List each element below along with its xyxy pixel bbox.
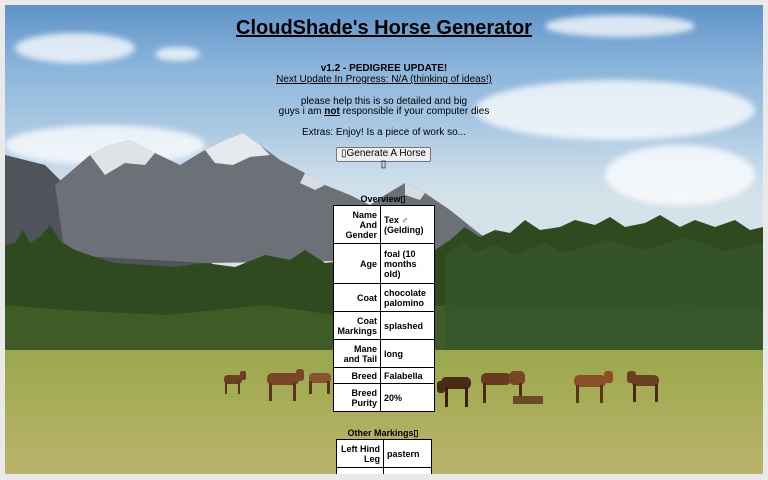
main-content [5, 5, 763, 474]
breed-key: Breed [334, 368, 381, 384]
generate-horse-button[interactable]: ▯Generate A Horse ▯ [336, 147, 431, 162]
table-row [334, 284, 435, 312]
note-line-2-post: responsible if your computer dies [339, 106, 490, 117]
coat-markings-key: Coat Markings [334, 312, 381, 340]
version-text: v1.2 - PEDIGREE UPDATE! [320, 63, 448, 74]
note-line-1: please help this is so detailed and big [300, 96, 468, 107]
name-gender-value: Tex ♂ (Gelding) [381, 206, 435, 244]
other-markings-title: Other Markings▯ [347, 428, 419, 438]
overview-table [333, 205, 435, 412]
other-markings-table [336, 439, 432, 474]
next-update-text: Next Update In Progress: N/A (thinking of ideas!) [276, 74, 492, 85]
table-row [334, 384, 435, 412]
note-line-2-pre: guys i am [278, 106, 325, 117]
name-gender-key: Name And Gender [334, 206, 381, 244]
age-value: foal (10 months old) [381, 244, 435, 284]
table-cell [384, 468, 432, 475]
left-hind-leg-key: Left Hind Leg [337, 440, 384, 468]
table-row [334, 244, 435, 284]
table-row [334, 206, 435, 244]
page-title: CloudShade's Horse Generator [236, 17, 532, 39]
page-viewport [5, 5, 763, 474]
table-row [334, 340, 435, 368]
age-key: Age [334, 244, 381, 284]
table-cell [337, 468, 384, 475]
mane-tail-key: Mane and Tail [334, 340, 381, 368]
table-row [337, 468, 432, 475]
coat-markings-value: splashed [381, 312, 435, 340]
table-row [334, 312, 435, 340]
table-row [334, 368, 435, 384]
overview-title: Overview▯ [360, 194, 406, 204]
mane-tail-value: long [381, 340, 435, 368]
breed-purity-value: 20% [381, 384, 435, 412]
note-line-2 [5, 106, 763, 117]
extras-text: Extras: Enjoy! Is a piece of work so... [302, 127, 466, 138]
coat-key: Coat [334, 284, 381, 312]
breed-purity-key: Breed Purity [334, 384, 381, 412]
coat-value: chocolate palomino [381, 284, 435, 312]
left-hind-leg-value: pastern [384, 440, 432, 468]
table-row [337, 440, 432, 468]
note-line-2-bold: not [324, 106, 340, 117]
breed-value: Falabella [381, 368, 435, 384]
